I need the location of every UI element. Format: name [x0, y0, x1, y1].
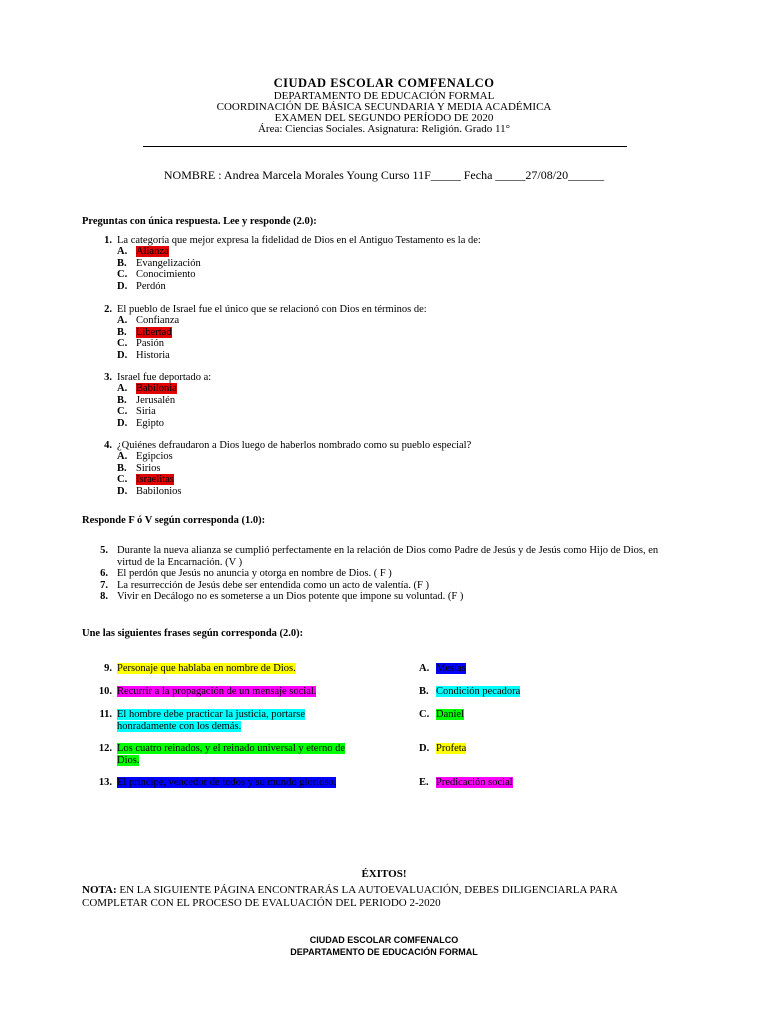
item-number: 10. — [98, 686, 112, 697]
option-text: Jerusalén — [136, 394, 176, 406]
option-letter: D. — [117, 417, 128, 429]
header-department: DEPARTAMENTO DE EDUCACIÓN FORMAL — [273, 90, 495, 102]
option-text: Predicación social — [436, 777, 513, 788]
option — [117, 327, 172, 339]
match-right-e — [419, 777, 513, 789]
option-text-selected: Alianza — [136, 246, 169, 257]
option-text-selected: Israelitas — [136, 474, 174, 485]
option-letter: B. — [117, 326, 127, 338]
option-text: Daniel — [436, 709, 464, 720]
item-number: 5. — [100, 545, 108, 556]
header-divider — [143, 146, 627, 147]
option-text: Mesías — [436, 663, 466, 674]
question-number: 4. — [104, 440, 112, 451]
item-text: Los cuatro reinados, y el reinado universal y eterno de Dios. — [117, 743, 346, 766]
option-letter: E. — [419, 777, 429, 788]
option — [117, 269, 196, 281]
question-text: El pueblo de Israel fue el único que se relacionó con Dios en términos de: — [117, 304, 427, 315]
option-letter: A. — [117, 315, 128, 326]
item-text: Recurrir a la propagación de un mensaje social. — [117, 686, 317, 697]
option-text: Evangelización — [136, 257, 201, 269]
option-letter: C. — [117, 338, 128, 349]
option-letter: A. — [419, 663, 430, 674]
option-letter: A. — [117, 383, 128, 394]
option-letter: C. — [117, 406, 128, 417]
option-letter: C. — [117, 474, 128, 485]
option-letter: D. — [117, 349, 128, 361]
option — [117, 338, 164, 350]
option-letter: D. — [117, 280, 128, 292]
question-number: 2. — [104, 304, 112, 315]
option-letter: B. — [117, 394, 127, 406]
option — [117, 395, 175, 407]
footer-school: CIUDAD ESCOLAR COMFENALCO — [309, 935, 459, 945]
note-text: EN LA SIGUIENTE PÁGINA ENCONTRARÁS LA AUTOEVALUACIÓN, DEBES DILIGENCIARLA PARA COMPLETAR CON EL PROCESO DE EVALUACIÓN DEL PERIODO 2-2020 — [82, 884, 618, 909]
note-paragraph — [82, 884, 682, 909]
item-text: El perdón que Jesús no anuncia y otorga en nombre de Dios. ( F ) — [117, 568, 392, 579]
option-text: Condición pecadora — [436, 686, 521, 697]
option-letter: B. — [419, 686, 429, 697]
option-text: Profeta — [436, 743, 467, 754]
section-2-title: Responde F ó V según corresponda (1.0): — [82, 515, 266, 526]
match-right-b — [419, 686, 520, 698]
note-label: NOTA: — [82, 884, 117, 896]
header-exam: EXAMEN DEL SEGUNDO PERÍODO DE 2020 — [274, 112, 494, 124]
option-text-selected: Babilonia — [136, 383, 177, 394]
option — [117, 246, 169, 258]
item-number: 12. — [98, 743, 112, 754]
header-coordination: COORDINACIÓN DE BÁSICA SECUNDARIA Y MEDIA ACADÉMICA — [216, 101, 552, 113]
option-text: Perdón — [136, 280, 166, 292]
item-number: 11. — [99, 709, 112, 720]
question-text: Israel fue deportado a: — [117, 372, 212, 383]
option — [117, 258, 201, 270]
option — [117, 315, 179, 327]
option-text-selected: Libertad — [136, 326, 172, 338]
option-letter: B. — [117, 462, 127, 474]
question-text: La categoría que mejor expresa la fidelidad de Dios en el Antiguo Testamento es la de: — [117, 235, 481, 246]
option-text: Egipto — [136, 417, 164, 429]
item-number: 7. — [100, 579, 108, 591]
item-text: La resurrección de Jesús debe ser entendida como un acto de valentía. (F ) — [117, 579, 429, 591]
option-text: Egipcios — [136, 451, 173, 462]
option-text: Pasión — [136, 338, 165, 349]
option-letter: A. — [117, 246, 128, 257]
option-letter: B. — [117, 257, 127, 269]
option-letter: D. — [419, 743, 430, 754]
question-text: ¿Quiénes defraudaron a Dios luego de haberlos nombrado como su pueblo especial? — [117, 440, 472, 451]
match-right-c — [419, 709, 464, 721]
option-text: Confianza — [136, 315, 180, 326]
header-school: CIUDAD ESCOLAR COMFENALCO — [273, 76, 495, 90]
option-letter: C. — [419, 709, 430, 720]
question-number: 1. — [104, 235, 112, 246]
option — [117, 463, 161, 475]
item-text: El hombre debe practicar la justicia, portarse honradamente con los demás. — [117, 709, 306, 732]
option — [117, 418, 164, 430]
option — [117, 486, 182, 498]
option-letter: D. — [117, 485, 128, 497]
option — [117, 281, 166, 293]
question-number: 3. — [104, 372, 112, 383]
item-text: Vivir en Decálogo no es someterse a un Dios potente que impone su voluntad. (F ) — [117, 591, 464, 602]
item-text: Durante la nueva alianza se cumplió perfectamente en la relación de Dios como Padre de Jesús y de Jesús como Hijo de Dios, en virtud de la Encarnación. (V ) — [117, 545, 659, 568]
item-number: 6. — [100, 568, 108, 579]
option — [117, 383, 177, 395]
match-right-d — [419, 743, 466, 755]
item-text: Personaje que hablaba en nombre de Dios. — [117, 663, 296, 674]
option — [117, 406, 156, 418]
footer-department: DEPARTAMENTO DE EDUCACIÓN FORMAL — [290, 947, 478, 957]
item-number: 8. — [100, 591, 108, 602]
option-letter: A. — [117, 451, 128, 462]
option-letter: C. — [117, 269, 128, 280]
item-text: El príncipe, vencedor de todos y su mundo glorioso. — [117, 777, 337, 788]
item-number: 13. — [98, 777, 112, 788]
option-text: Historia — [136, 349, 170, 361]
option — [117, 451, 173, 463]
section-3-title: Une las siguientes frases según corresponda (2.0): — [82, 628, 304, 639]
exitos-heading: ÉXITOS! — [361, 868, 407, 880]
option-text: Babilonios — [136, 485, 182, 497]
option-text: Conocimiento — [136, 269, 196, 280]
option — [117, 474, 174, 486]
match-right-a — [419, 663, 466, 675]
student-line: NOMBRE : Andrea Marcela Morales Young Curso 11F_____ Fecha _____27/08/20______ — [163, 168, 605, 182]
option — [117, 350, 170, 362]
section-1-title: Preguntas con única respuesta. Lee y responde (2.0): — [82, 216, 317, 227]
item-number: 9. — [104, 663, 112, 674]
option-text: Siria — [136, 406, 156, 417]
option-text: Sirios — [136, 462, 161, 474]
header-area: Área: Ciencias Sociales. Asignatura: Religión. Grado 11° — [257, 123, 511, 135]
